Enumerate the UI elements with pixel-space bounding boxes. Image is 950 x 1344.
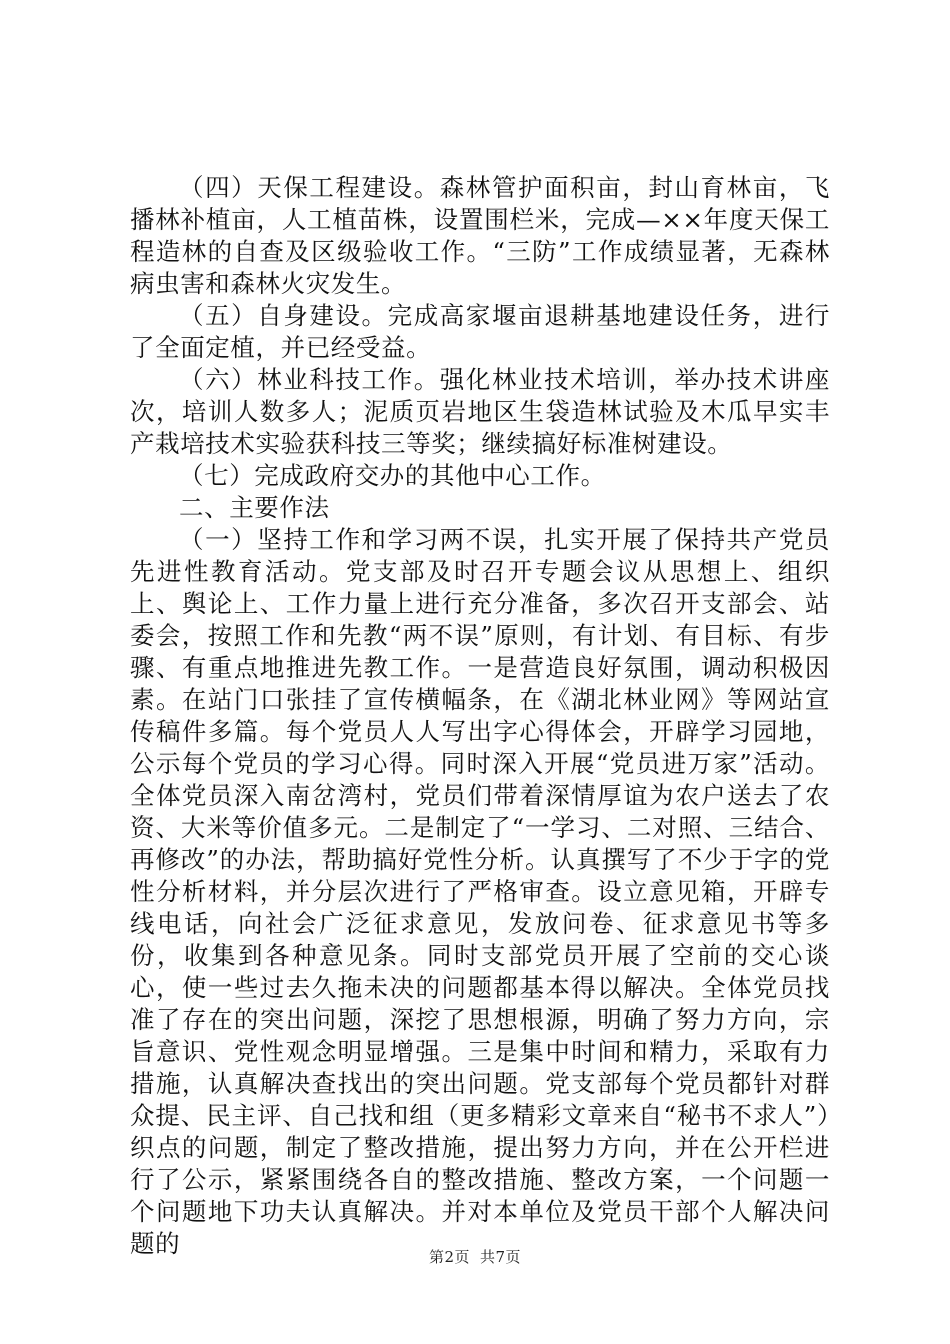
page-footer: [0, 1246, 950, 1267]
paragraph-government-tasks: （七）完成政府交办的其他中心工作。: [179, 461, 606, 490]
paragraph-tianbao: （四）天保工程建设。森林管护面积亩，封山育林亩，飞播林补植亩，人工植苗株，设置围栏米，完成—××年度天保工程造林的自查及区级验收工作。“三防”工作成绩显著，无森林病虫害和森林火灾发生。: [130, 173, 830, 298]
page-number: 第2页: [428, 1248, 470, 1266]
document-body: [130, 172, 830, 1260]
paragraph-forestry-tech: （六）林业科技工作。强化林业技术培训，举办技术讲座次，培训人数多人；泥质页岩地区生袋造林试验及木瓜早实丰产栽培技术实验获科技三等奖；继续搞好标准树建设。: [130, 365, 830, 458]
section-heading-main-practices: 二、主要作法: [179, 493, 330, 522]
paragraph-study-and-work: （一）坚持工作和学习两不误，扎实开展了保持共产党员先进性教育活动。党支部及时召开专题会议从思想上、组织上、舆论上、工作力量上进行充分准备，多次召开支部会、站委会，按照工作和先教“两不误”原则，有计划、有目标、有步骤、有重点地推进先教工作。一是营造良好氛围，调动积极因素。在站门口张挂了宣传横幅条，在《湖北林业网》等网站宣传稿件多篇。每个党员人人写出字心得体会，开辟学习园地，公示每个党员的学习心得。同时深入开展“党员进万家”活动。全体党员深入南岔湾村，党员们带着深情厚谊为农户送去了农资、大米等价值多元。二是制定了“一学习、二对照、三结合、再修改”的办法，帮助搞好党性分析。认真撰写了不少于字的党性分析材料，并分层次进行了严格审查。设立意见箱，开辟专线电话，向社会广泛征求意见，发放问卷、征求意见书等多份，收集到各种意见条。同时支部党员开展了空前的交心谈心，使一些过去久拖未决的问题都基本得以解决。全体党员找准了存在的突出问题，深挖了思想根源，明确了努力方向，宗旨意识、党性观念明显增强。三是集中时间和精力，采取有力措施，认真解决查找出的突出问题。党支部每个党员都针对群众提、民主评、自己找和组（更多精彩文章来自“秘书不求人”）织点的问题，制定了整改措施，提出努力方向，并在公开栏进行了公示，紧紧围绕各自的整改措施、整改方案，一个问题一个问题地下功夫认真解决。并对本单位及党员干部个人解决问题的: [130, 525, 830, 1258]
page-total: 共7页: [480, 1248, 522, 1266]
paragraph-self-construction: （五）自身建设。完成高家堰亩退耕基地建设任务，进行了全面定植，并已经受益。: [130, 301, 830, 362]
